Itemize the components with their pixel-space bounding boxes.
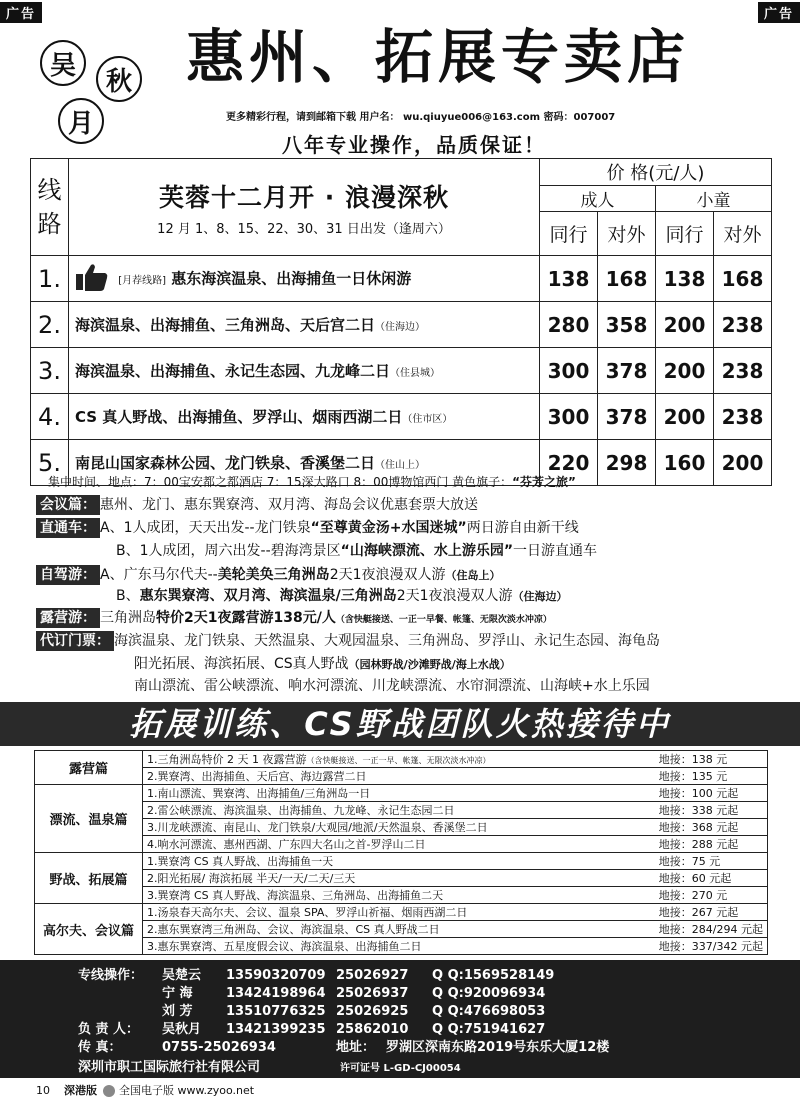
route-number: 3. bbox=[31, 348, 69, 394]
direct-section bbox=[36, 518, 579, 538]
route-row bbox=[31, 302, 772, 348]
ticket-line-2-text: 阳光拓展、海滨拓展、CS真人野战 bbox=[134, 656, 349, 672]
recommend-tag: [月荐线路] bbox=[118, 275, 167, 286]
manager-name: 吴秋月 bbox=[162, 1022, 202, 1037]
price-value: 200 bbox=[656, 302, 714, 348]
drive-b-highlight: 惠东巽寮湾、双月湾、海滨温泉/三角洲岛 bbox=[139, 588, 397, 604]
contact-tel: 25026937 bbox=[336, 986, 409, 1001]
price-value: 378 bbox=[598, 394, 656, 440]
package-row bbox=[35, 819, 768, 836]
price-value: 300 bbox=[540, 394, 598, 440]
contact-name: 吴楚云 bbox=[162, 968, 202, 983]
muster-flag: “芬芳之旅” bbox=[512, 475, 576, 489]
route-number: 2. bbox=[31, 302, 69, 348]
price-value: 280 bbox=[540, 302, 598, 348]
package-item: 3.惠东巽寮湾、五星度假会议、海滨温泉、出海捕鱼二日 bbox=[143, 938, 655, 955]
contact-panel bbox=[0, 960, 800, 1078]
price-value: 200 bbox=[656, 394, 714, 440]
drive-b-note: （住海边） bbox=[512, 590, 568, 603]
price-value: 138 bbox=[656, 256, 714, 302]
package-item-note: （含快艇接送、一正一早、帐篷、无限次淡水冲凉） bbox=[306, 756, 491, 765]
drive-a-highlight: 美轮美奂三角洲岛 bbox=[217, 567, 330, 583]
name-seal-char: 秋 bbox=[96, 56, 142, 102]
package-row bbox=[35, 853, 768, 870]
page-footer bbox=[36, 1082, 254, 1098]
package-price: 地接：338 元起 bbox=[655, 802, 768, 819]
contact-tel: 25026927 bbox=[336, 968, 409, 983]
stay-note: （住山上） bbox=[375, 460, 426, 471]
price-value: 220 bbox=[540, 440, 598, 486]
package-category: 漂流、温泉篇 bbox=[35, 785, 143, 853]
drive-label: 自驾游： bbox=[36, 565, 100, 585]
route-column-header: 线 路 bbox=[31, 159, 69, 256]
direct-a-text: A、1人成团，天天出发--龙门铁泉 bbox=[100, 520, 311, 536]
company-row bbox=[78, 1056, 461, 1075]
ticket-line-2 bbox=[134, 654, 511, 675]
package-row bbox=[35, 887, 768, 904]
adult-header: 成人 bbox=[540, 186, 656, 212]
price-value: 200 bbox=[656, 348, 714, 394]
package-price: 地接：60 元起 bbox=[655, 870, 768, 887]
meeting-text: 惠州、龙门、惠东巽寮湾、双月湾、海岛会议优惠套票大放送 bbox=[100, 497, 478, 513]
package-item: 2.雷公峡漂流、海滨温泉、出海捕鱼、九龙峰、永记生态园二日 bbox=[143, 802, 655, 819]
package-price: 地接：135 元 bbox=[655, 768, 768, 785]
price-value: 168 bbox=[598, 256, 656, 302]
route-number: 4. bbox=[31, 394, 69, 440]
contact-tel: 25026925 bbox=[336, 1004, 409, 1019]
ticket-line-3: 南山漂流、雷公峡漂流、响水河漂流、川龙峡漂流、水帘洞漂流、山海峡+水上乐园 bbox=[134, 678, 650, 694]
license-number: 许可证号 L-GD-CJ00054 bbox=[340, 1063, 461, 1074]
ops-label: 专线操作： bbox=[78, 968, 144, 983]
contact-row bbox=[162, 1000, 545, 1019]
edition-label: 深港版 bbox=[64, 1084, 97, 1097]
package-row bbox=[35, 921, 768, 938]
route-name-cell bbox=[69, 394, 540, 440]
agent-price-header: 同行 bbox=[540, 212, 598, 256]
price-value: 168 bbox=[714, 256, 772, 302]
drive-a-suffix: 2天1夜浪漫双人游 bbox=[329, 567, 446, 583]
route-heading: 芙蓉十二月开 · 浪漫深秋 bbox=[159, 182, 449, 212]
package-row bbox=[35, 785, 768, 802]
package-item: 3.巽寮湾 CS 真人野战、海滨温泉、三角洲岛、出海捕鱼二天 bbox=[143, 887, 655, 904]
download-info: 更多精彩行程，请到邮箱下载 用户名： wu.qiuyue006@163.com 密码：007007 bbox=[226, 112, 616, 123]
direct-b-line bbox=[116, 541, 597, 561]
contact-row bbox=[162, 982, 545, 1001]
camp-note: （含快艇接送、一正一早餐、帐篷、无限次淡水冲凉） bbox=[335, 615, 552, 625]
ticket-label: 代订门票： bbox=[36, 631, 114, 651]
price-value: 138 bbox=[540, 256, 598, 302]
ad-label: 广告 bbox=[0, 2, 42, 23]
camp-section bbox=[36, 608, 552, 630]
route-row bbox=[31, 348, 772, 394]
package-item: 1.巽寮湾 CS 真人野战、出海捕鱼一天 bbox=[143, 853, 655, 870]
package-item: 3.川龙峡漂流、南昆山、龙门铁泉/大观园/地派/天然温泉、香溪堡二日 bbox=[143, 819, 655, 836]
address-label: 地址： bbox=[336, 1040, 376, 1055]
package-price: 地接：100 元起 bbox=[655, 785, 768, 802]
package-item bbox=[143, 751, 655, 768]
route-name-cell bbox=[69, 302, 540, 348]
stay-note: （住海边） bbox=[375, 322, 426, 333]
contact-qq: Q Q:920096934 bbox=[432, 986, 546, 1001]
package-price: 地接：368 元起 bbox=[655, 819, 768, 836]
muster-text: 集中时间、地点：7：00宝安都之都酒店 7：15深大路口 8：00博物馆西门 黄色旗子： bbox=[48, 475, 513, 489]
drive-a-note: （住岛上） bbox=[445, 569, 501, 582]
route-price-table bbox=[30, 158, 772, 486]
camp-text: 三角洲岛 bbox=[100, 610, 156, 626]
stay-note: （住市区） bbox=[402, 414, 453, 425]
drive-a-text: A、广东马尔代夫-- bbox=[100, 567, 218, 583]
name-seal-char: 月 bbox=[58, 98, 104, 144]
package-item: 1.汤泉春天高尔夫、会议、温泉 SPA、罗浮山祈福、烟雨西湖二日 bbox=[143, 904, 655, 921]
child-header: 小童 bbox=[656, 186, 772, 212]
drive-b-text: B、 bbox=[116, 588, 140, 604]
price-value: 238 bbox=[714, 348, 772, 394]
package-row bbox=[35, 802, 768, 819]
direct-a-highlight: “至尊黄金汤+水国迷城” bbox=[310, 520, 467, 536]
route-name: 南昆山国家森林公园、龙门铁泉、香溪堡二日 bbox=[75, 454, 376, 472]
package-category: 野战、拓展篇 bbox=[35, 853, 143, 904]
direct-label: 直通车： bbox=[36, 518, 100, 538]
route-number: 5. bbox=[31, 440, 69, 486]
address: 罗湖区深南东路2019号东乐大厦12楼 bbox=[386, 1040, 610, 1055]
page-title: 惠州、拓展专卖店 bbox=[186, 23, 691, 91]
route-name: 惠东海滨温泉、出海捕鱼一日休闲游 bbox=[171, 269, 412, 287]
package-price: 地接：288 元起 bbox=[655, 836, 768, 853]
price-header: 价 格(元/人) bbox=[540, 159, 772, 186]
fax-label: 传 真： bbox=[78, 1040, 122, 1055]
direct-b-highlight: “山海峡漂流、水上游乐园” bbox=[340, 543, 514, 559]
package-row bbox=[35, 938, 768, 955]
name-seal-char: 吴 bbox=[40, 40, 86, 86]
camp-highlight: 特价2天1夜露营游138元/人 bbox=[156, 610, 336, 626]
slogan: 八年专业操作，品质保证！ bbox=[282, 133, 546, 157]
package-price: 地接：270 元 bbox=[655, 887, 768, 904]
route-name-cell bbox=[69, 256, 540, 302]
manager-tel: 25862010 bbox=[336, 1022, 409, 1037]
contact-mobile: 13590320709 bbox=[226, 968, 326, 983]
package-row bbox=[35, 904, 768, 921]
manager-label: 负 责 人： bbox=[78, 1022, 140, 1037]
package-item: 4.响水河漂流、惠州西湖、广东四大名山之首-罗浮山二日 bbox=[143, 836, 655, 853]
package-price: 地接：337/342 元起 bbox=[655, 938, 768, 955]
price-value: 298 bbox=[598, 440, 656, 486]
contact-row bbox=[78, 964, 554, 983]
manager-row bbox=[78, 1018, 545, 1037]
public-price-header: 对外 bbox=[598, 212, 656, 256]
contact-mobile: 13510776325 bbox=[226, 1004, 326, 1019]
route-name-cell bbox=[69, 348, 540, 394]
fax-row bbox=[78, 1036, 609, 1055]
contact-qq: Q Q:1569528149 bbox=[432, 968, 555, 983]
footer-site: 全国电子版 www.zyoo.net bbox=[119, 1084, 255, 1097]
meeting-label: 会议篇： bbox=[36, 495, 100, 515]
direct-a-suffix: 两日游自由新干线 bbox=[466, 520, 579, 536]
route-row bbox=[31, 394, 772, 440]
direct-b-text: B、1人成团，周六出发--碧海湾景区 bbox=[116, 543, 341, 559]
package-item: 2.巽寮湾、出海捕鱼、天后宫、海边露营二日 bbox=[143, 768, 655, 785]
ticket-line-1: 海滨温泉、龙门铁泉、天然温泉、大观园温泉、三角洲岛、罗浮山、永记生态园、海龟岛 bbox=[114, 633, 660, 649]
contact-name: 刘 芳 bbox=[162, 1004, 193, 1019]
price-value: 160 bbox=[656, 440, 714, 486]
agent-price-header: 同行 bbox=[656, 212, 714, 256]
package-category: 露营篇 bbox=[35, 751, 143, 785]
manager-qq: Q Q:751941627 bbox=[432, 1022, 546, 1037]
muster-info bbox=[48, 473, 576, 490]
package-row bbox=[35, 768, 768, 785]
package-row bbox=[35, 836, 768, 853]
drive-b-line bbox=[116, 586, 568, 607]
public-price-header: 对外 bbox=[714, 212, 772, 256]
ticket-section bbox=[36, 631, 660, 651]
route-heading-cell bbox=[69, 159, 540, 256]
price-value: 358 bbox=[598, 302, 656, 348]
footer-logo-icon bbox=[103, 1085, 115, 1097]
package-category: 高尔夫、会议篇 bbox=[35, 904, 143, 955]
camp-label: 露营游： bbox=[36, 608, 100, 628]
route-name: 海滨温泉、出海捕鱼、永记生态园、九龙峰二日 bbox=[75, 362, 391, 380]
package-row bbox=[35, 870, 768, 887]
package-price: 地接：75 元 bbox=[655, 853, 768, 870]
package-table bbox=[34, 750, 768, 955]
package-item: 2.惠东巽寮湾三角洲岛、会议、海滨温泉、CS 真人野战二日 bbox=[143, 921, 655, 938]
meeting-section bbox=[36, 495, 478, 515]
price-value: 238 bbox=[714, 302, 772, 348]
team-banner: 拓展训练、CS野战团队火热接待中 bbox=[0, 702, 800, 746]
ad-label: 广告 bbox=[758, 2, 800, 23]
package-item-text: 1.三角洲岛特价 2 天 1 夜露营游 bbox=[147, 753, 307, 766]
drive-section bbox=[36, 565, 501, 586]
price-value: 378 bbox=[598, 348, 656, 394]
fax-number: 0755-25026934 bbox=[162, 1040, 276, 1055]
route-number: 1. bbox=[31, 256, 69, 302]
package-price: 地接：138 元 bbox=[655, 751, 768, 768]
package-row bbox=[35, 751, 768, 768]
route-name: 海滨温泉、出海捕鱼、三角洲岛、天后宫二日 bbox=[75, 316, 376, 334]
drive-b-suffix: 2天1夜浪漫双人游 bbox=[396, 588, 513, 604]
package-item: 2.阳光拓展/ 海滨拓展 半天/一天/二天/三天 bbox=[143, 870, 655, 887]
direct-b-suffix: 一日游直通车 bbox=[513, 543, 598, 559]
contact-name: 宁 海 bbox=[162, 986, 193, 1001]
route-row bbox=[31, 256, 772, 302]
price-value: 200 bbox=[714, 440, 772, 486]
thumbs-up-icon bbox=[75, 262, 109, 296]
price-value: 300 bbox=[540, 348, 598, 394]
route-name: CS 真人野战、出海捕鱼、罗浮山、烟雨西湖二日 bbox=[75, 408, 403, 426]
departure-dates: 12 月 1、8、15、22、30、31 日出发（逢周六） bbox=[157, 221, 451, 237]
package-item: 1.南山漂流、巽寮湾、出海捕鱼/三角洲岛一日 bbox=[143, 785, 655, 802]
company-name: 深圳市职工国际旅行社有限公司 bbox=[78, 1060, 261, 1075]
package-price: 地接：267 元起 bbox=[655, 904, 768, 921]
contact-qq: Q Q:476698053 bbox=[432, 1004, 546, 1019]
price-value: 238 bbox=[714, 394, 772, 440]
contact-mobile: 13424198964 bbox=[226, 986, 326, 1001]
page-number: 10 bbox=[36, 1084, 50, 1097]
stay-note: （住县城） bbox=[390, 368, 441, 379]
package-price: 地接：284/294 元起 bbox=[655, 921, 768, 938]
manager-mobile: 13421399235 bbox=[226, 1022, 326, 1037]
ticket-line-2-note: （园林野战/沙滩野战/海上水战） bbox=[348, 658, 511, 671]
